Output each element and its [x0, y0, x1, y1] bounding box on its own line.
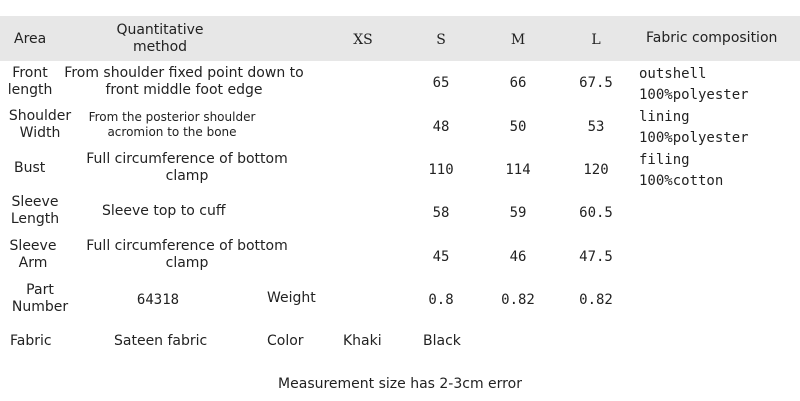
- row-area-label: Sleeve Length: [10, 194, 60, 227]
- row-area-label: Front length: [7, 65, 53, 98]
- color-label: Color: [267, 333, 304, 349]
- part-number-label: Part Number: [11, 282, 69, 315]
- part-number-value: 64318: [136, 292, 180, 308]
- row-area-label: Shoulder Width: [8, 108, 72, 141]
- row-size-s: 48: [432, 119, 450, 135]
- row-size-m: 114: [505, 162, 531, 178]
- fabric-value: Sateen fabric: [114, 333, 208, 349]
- header-fabric-composition: Fabric composition: [646, 30, 778, 46]
- row-method: Full circumference of bottom clamp: [86, 151, 288, 184]
- header-size-xs: XS: [353, 32, 373, 48]
- row-size-s: 110: [428, 162, 454, 178]
- composition-material: 100%polyester: [639, 87, 749, 103]
- row-area-label: Sleeve Arm: [9, 238, 57, 271]
- row-area-label: Bust: [14, 160, 46, 176]
- color-option-khaki: Khaki: [343, 333, 382, 349]
- composition-material: 100%polyester: [639, 130, 749, 146]
- weight-size-l: 0.82: [579, 292, 613, 308]
- row-method: From the posterior shoulder acromion to the bone: [88, 110, 256, 139]
- row-size-l: 60.5: [579, 205, 613, 221]
- fabric-label: Fabric: [10, 333, 52, 349]
- row-size-m: 50: [509, 119, 527, 135]
- weight-label: Weight: [267, 290, 316, 306]
- header-size-s: S: [436, 32, 446, 48]
- row-method: From shoulder fixed point down to front middle foot edge: [64, 65, 304, 98]
- row-size-m: 46: [509, 249, 527, 265]
- row-size-l: 120: [583, 162, 609, 178]
- row-method: Full circumference of bottom clamp: [86, 238, 288, 271]
- row-size-m: 66: [509, 75, 527, 91]
- row-method: Sleeve top to cuff: [102, 203, 226, 219]
- row-size-s: 45: [432, 249, 450, 265]
- row-size-s: 58: [432, 205, 450, 221]
- weight-size-m: 0.82: [501, 292, 535, 308]
- row-size-m: 59: [509, 205, 527, 221]
- row-size-s: 65: [432, 75, 450, 91]
- weight-size-s: 0.8: [428, 292, 454, 308]
- composition-part: outshell: [639, 66, 707, 82]
- header-size-m: M: [510, 32, 526, 48]
- row-size-l: 47.5: [579, 249, 613, 265]
- header-area: Area: [14, 31, 47, 47]
- header-method: Quantitative method: [116, 22, 204, 55]
- composition-part: filing: [639, 152, 690, 168]
- header-size-l: L: [591, 32, 601, 48]
- measurement-error-note: Measurement size has 2-3cm error: [278, 376, 522, 392]
- composition-part: lining: [639, 109, 690, 125]
- color-option-black: Black: [423, 333, 461, 349]
- row-size-l: 53: [587, 119, 605, 135]
- row-size-l: 67.5: [579, 75, 613, 91]
- composition-material: 100%cotton: [639, 173, 724, 189]
